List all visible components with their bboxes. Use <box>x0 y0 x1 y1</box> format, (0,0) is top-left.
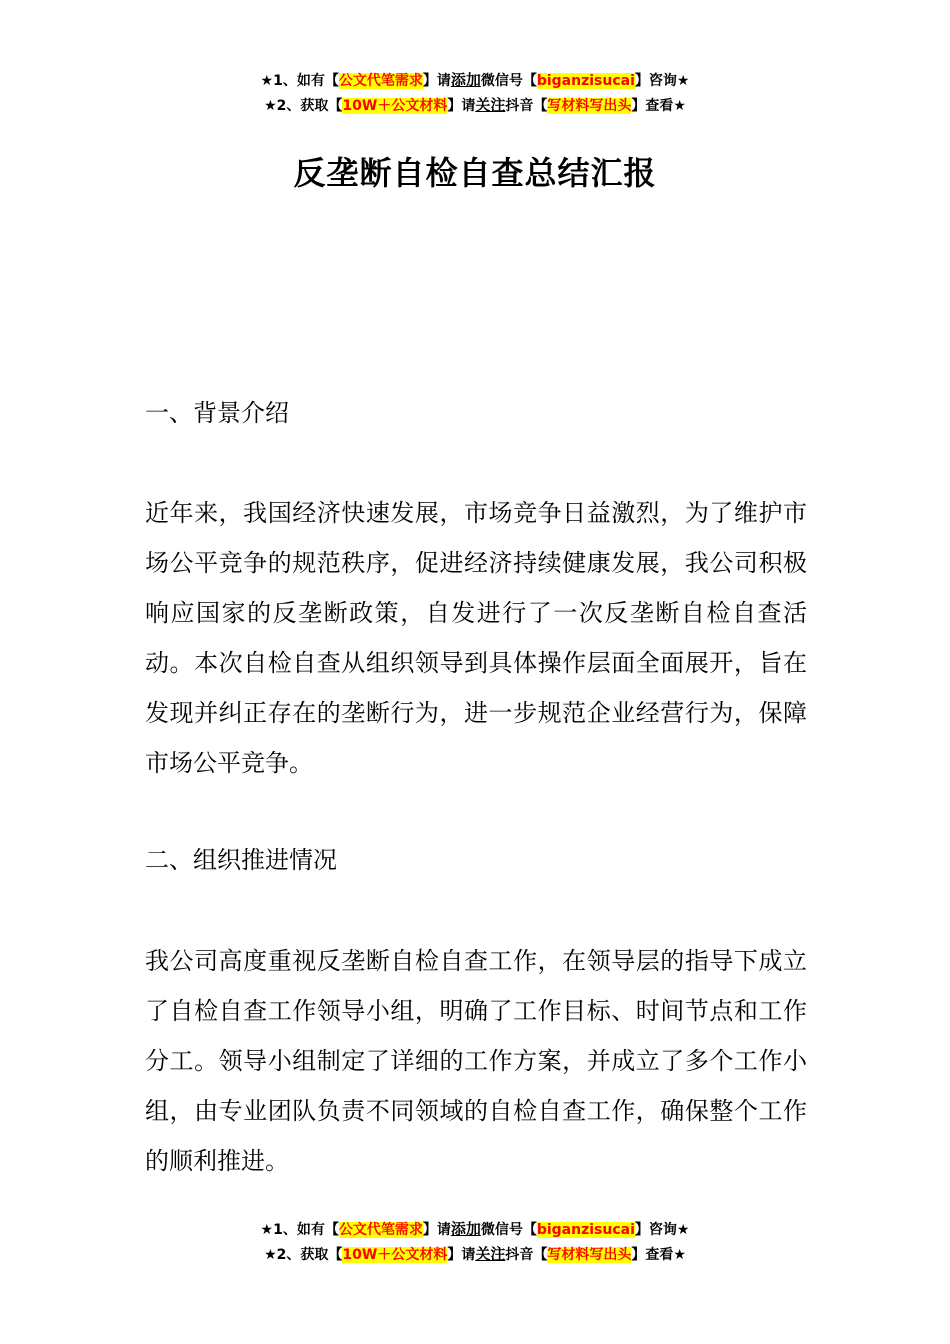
bottom-promo-banner <box>0 1217 950 1267</box>
promo-line-2: ★2、获取【10W＋公文材料】请关注抖音【写材料写出头】查看★ <box>264 96 686 114</box>
section-paragraph-background: 近年来，我国经济快速发展，市场竞争日益激烈，为了维护市场公平竞争的规范秩序，促进经济持续健康发展，我公司积极响应国家的反垄断政策，自发进行了一次反垄断自检自查活动。本次自检自查从组织领导到具体操作层面全面展开，旨在发现并纠正存在的垄断行为，进一步规范企业经营行为，保障市场公平竞争。 <box>145 499 807 777</box>
wechat-id: biganzisucai <box>536 1222 635 1238</box>
document-title: 反垄断自检自查总结汇报 <box>293 154 657 192</box>
section-heading-organization: 二、组织推进情况 <box>145 846 337 874</box>
wechat-id: biganzisucai <box>536 73 635 89</box>
promo-highlight: 公文代笔需求 <box>338 73 423 89</box>
section-heading-background: 一、背景介绍 <box>145 399 289 427</box>
douyin-account: 写材料写出头 <box>547 98 632 114</box>
promo-highlight: 公文代笔需求 <box>338 1222 423 1238</box>
promo-highlight: 10W＋公文材料 <box>342 98 448 114</box>
promo-line-1: ★1、如有【公文代笔需求】请添加微信号【biganzisucai】咨询★ <box>260 71 690 89</box>
promo-highlight: 10W＋公文材料 <box>342 1247 448 1263</box>
promo-line-1: ★1、如有【公文代笔需求】请添加微信号【biganzisucai】咨询★ <box>260 1220 690 1238</box>
top-promo-banner <box>0 68 950 118</box>
douyin-account: 写材料写出头 <box>547 1247 632 1263</box>
promo-line-2: ★2、获取【10W＋公文材料】请关注抖音【写材料写出头】查看★ <box>264 1245 686 1263</box>
section-paragraph-organization: 我公司高度重视反垄断自检自查工作，在领导层的指导下成立了自检自查工作领导小组，明确了工作目标、时间节点和工作分工。领导小组制定了详细的工作方案，并成立了多个工作小组，由专业团队负责不同领域的自检自查工作，确保整个工作的顺利推进。 <box>145 947 807 1175</box>
